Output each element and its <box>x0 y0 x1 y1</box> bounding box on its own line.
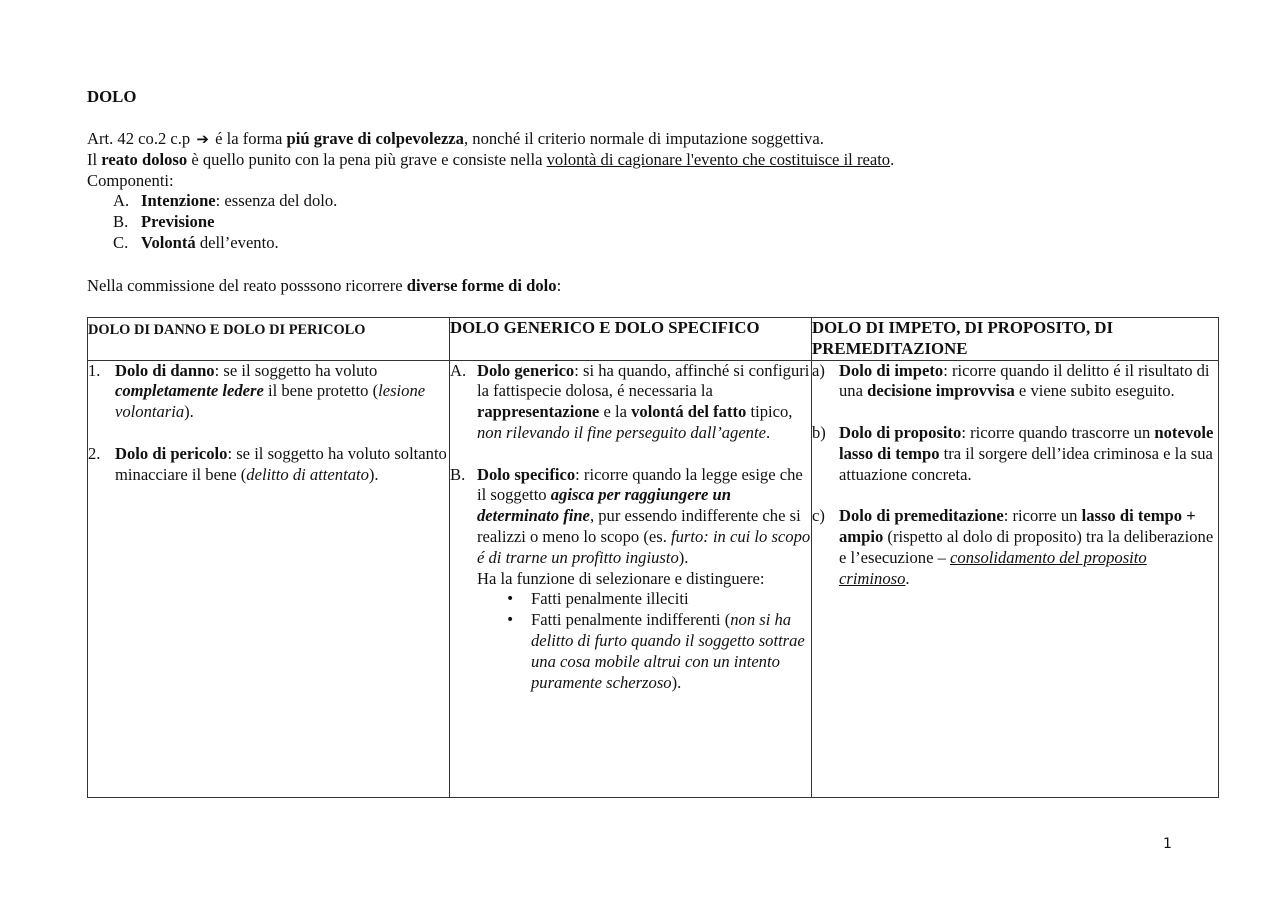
bold-text: Dolo di danno <box>115 360 215 380</box>
text-span: , pur essendo indifferente che si realizzi o meno lo scopo (es. <box>477 506 801 546</box>
text-span: : ricorre quando trascorre un <box>961 422 1155 442</box>
italic-text: non si ha delitto di furto quando il soggetto sottrae una cosa mobile altrui con un intento puramente scherzoso <box>531 610 805 692</box>
underlined-italic-text: consolidamento del proposito criminoso <box>839 547 1147 588</box>
table-cell-danno-pericolo <box>88 360 450 797</box>
text-span: Il <box>87 149 102 169</box>
list-marker: B. <box>450 464 466 484</box>
text-span: è quello punito con la pena più grave e consiste nella <box>187 149 547 169</box>
bullet-item <box>504 610 811 693</box>
text-span: (rispetto al dolo di proposito) tra la deliberazione e l’esecuzione – <box>839 526 1214 567</box>
text-span: Fatti penalmente illeciti <box>531 589 689 609</box>
list-item <box>450 361 811 444</box>
list-item <box>87 212 1237 233</box>
list-marker: A. <box>113 191 130 211</box>
article-ref: Art. 42 co.2 c.p <box>87 129 191 148</box>
bold-text: diverse forme di dolo <box>406 276 557 295</box>
bold-text: Dolo di premeditazione <box>839 506 1004 526</box>
table-header-row <box>88 318 1219 361</box>
text-span: : essenza del dolo. <box>215 191 338 211</box>
table-header-cell: DOLO DI IMPETO, DI PROPOSITO, DI PREMEDITAZIONE <box>812 318 1219 361</box>
function-note: Ha la funzione di selezionare e distinguere: <box>477 568 765 588</box>
list-marker: C. <box>113 232 129 252</box>
table-header-cell: DOLO GENERICO E DOLO SPECIFICO <box>450 318 812 361</box>
bold-text: Dolo specifico <box>477 464 576 484</box>
list-marker: c) <box>812 506 825 526</box>
list-item <box>87 233 1237 254</box>
bold-text: piú grave di colpevolezza <box>286 129 464 148</box>
bold-text: Dolo generico <box>477 360 575 380</box>
document-title: DOLO <box>87 87 137 106</box>
components-label: Componenti: <box>87 170 174 190</box>
italic-text: lesione volontaria <box>115 381 426 422</box>
bold-text: rappresentazione <box>477 402 600 422</box>
list-marker: a) <box>812 360 825 380</box>
table-cell-impeto-proposito <box>812 360 1219 797</box>
text-span: Nella commissione del reato posssono ricorrere <box>87 276 407 295</box>
list-item <box>812 506 1218 589</box>
page-number: 1 <box>1163 836 1172 852</box>
bold-text: Intenzione <box>141 191 216 211</box>
bold-text: volontá del fatto <box>631 402 747 422</box>
text-span: : se il soggetto ha voluto <box>214 360 378 380</box>
list-marker: A. <box>450 360 467 380</box>
text-span: : ricorre un <box>1003 506 1082 526</box>
bold-text: lasso di tempo + ampio <box>839 506 1196 546</box>
bullet-list <box>477 589 811 693</box>
list-item <box>87 191 1237 212</box>
text-span: Fatti penalmente indifferenti ( <box>531 610 731 630</box>
italic-text: non rilevando il fine perseguito dall’agente <box>477 422 766 442</box>
text-span: . <box>765 422 771 442</box>
bold-italic-text: agisca per raggiungere un determinato fine <box>477 485 731 526</box>
text-span: tipico, <box>746 402 793 422</box>
text-span: : <box>556 276 562 295</box>
list-item <box>450 465 811 694</box>
text-span: , nonché il criterio normale di imputazione soggettiva. <box>463 129 824 148</box>
list-item <box>812 423 1218 485</box>
text-span: tra il sorgere dell’idea criminosa e la sua attuazione concreta. <box>839 443 1213 484</box>
text-span: ). <box>678 547 689 567</box>
list-item <box>88 444 449 486</box>
bold-text: Dolo di impeto <box>839 360 944 380</box>
table-row <box>88 360 1219 797</box>
italic-text: delitto di attentato <box>246 464 369 484</box>
bold-text: Previsione <box>141 212 215 232</box>
text-span: é la forma <box>210 129 287 148</box>
text-span: : si ha quando, affinché si configuri la fattispecie dolosa, é necessaria la <box>477 360 810 401</box>
text-span: . <box>905 568 910 588</box>
text-span: il bene protetto ( <box>263 381 379 401</box>
bold-text: notevole lasso di tempo <box>839 422 1214 463</box>
intro-line-2 <box>87 150 1237 171</box>
text-span: ). <box>184 402 194 422</box>
bold-text: Volontá <box>141 232 196 252</box>
text-span: : ricorre quando il delitto é il risultato di una <box>839 360 1210 401</box>
list-marker: 1. <box>88 360 101 380</box>
intro-line-1 <box>87 129 1237 150</box>
text-span: dell’evento. <box>195 232 279 252</box>
bold-text: decisione improvvisa <box>867 381 1015 401</box>
components-list <box>87 191 1237 253</box>
list-marker: B. <box>113 212 129 232</box>
list-item <box>812 361 1218 403</box>
right-arrow-icon: ➔ <box>196 130 209 148</box>
list-marker: 2. <box>88 443 101 463</box>
text-span: e la <box>599 402 632 422</box>
text-span: : ricorre quando la legge esige che il soggetto <box>477 464 803 505</box>
bold-text: Dolo di proposito <box>839 422 962 442</box>
text-span: : se il soggetto ha voluto soltanto minacciare il bene ( <box>115 443 447 484</box>
text-span: . <box>890 149 895 169</box>
bold-text: Dolo di pericolo <box>115 443 228 463</box>
dolo-forms-table <box>87 317 1219 798</box>
bold-text: reato doloso <box>101 149 188 169</box>
bold-italic-text: completamente ledere <box>115 381 264 401</box>
lead-paragraph <box>87 276 561 297</box>
bullet-item <box>504 589 811 610</box>
text-span: ). <box>368 464 379 484</box>
text-span: e viene subito eseguito. <box>1014 381 1175 401</box>
italic-text: furto: in cui lo scopo é di trarne un profitto ingiusto <box>477 526 811 567</box>
text-span: ). <box>671 672 682 692</box>
table-header-cell: DOLO DI DANNO E DOLO DI PERICOLO <box>88 318 450 361</box>
list-item <box>88 361 449 423</box>
underlined-text: volontà di cagionare l'evento che costituisce il reato <box>546 149 891 169</box>
list-marker: b) <box>812 422 826 442</box>
table-cell-generico-specifico <box>450 360 812 797</box>
intro-section <box>87 129 1237 254</box>
